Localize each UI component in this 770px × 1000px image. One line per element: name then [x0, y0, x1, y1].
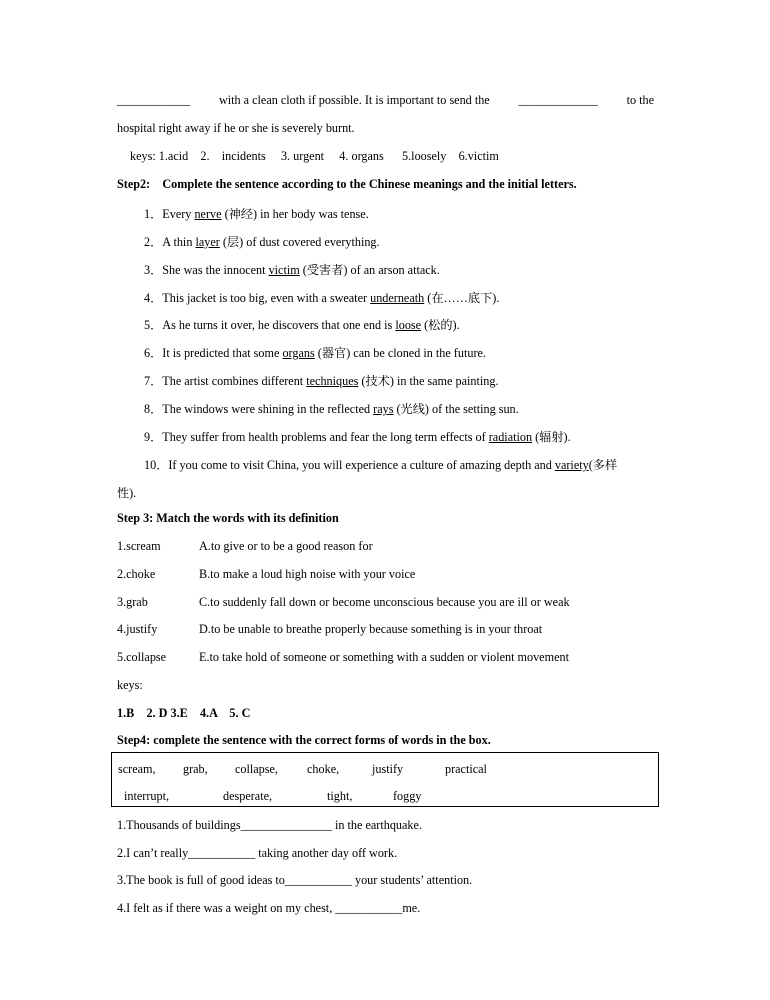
box-word: justify	[372, 762, 404, 776]
answer-word: loose	[395, 318, 422, 332]
box-word: tight,	[327, 789, 353, 803]
step2-heading: Step2: Complete the sentence according to the Chinese meanings and the initial letters.	[117, 177, 577, 191]
answer-word: underneath	[370, 291, 425, 305]
answer-word: victim	[268, 263, 300, 277]
item-text: (神经) in her body was tense.	[221, 207, 369, 221]
item-text: (松的).	[421, 318, 460, 332]
match-word: 1.scream	[117, 539, 161, 553]
step1-text: with a clean cloth if possible. It is important to send the	[218, 93, 490, 107]
step3-heading: Step 3: Match the words with its definition	[117, 511, 339, 525]
answer-word: radiation	[488, 430, 533, 444]
match-row-1	[117, 539, 677, 554]
item-text: 5．As he turns it over, he discovers that one end is	[144, 318, 396, 332]
answer-word: nerve	[194, 207, 222, 221]
item-text: 7．The artist combines different	[144, 374, 307, 388]
step2-item-1	[144, 205, 369, 222]
match-definition: C.to suddenly fall down or become unconscious because you are ill or weak	[199, 595, 570, 609]
box-word: choke,	[307, 762, 340, 776]
match-row-2	[117, 567, 677, 582]
answer-word: variety	[554, 458, 589, 472]
match-definition: A.to give or to be a good reason for	[199, 539, 373, 553]
box-word: collapse,	[235, 762, 278, 776]
box-word: interrupt,	[124, 789, 170, 803]
item-text: (技术) in the same painting.	[358, 374, 499, 388]
match-row-5	[117, 650, 677, 665]
item-text: (在……底下).	[424, 291, 500, 305]
item-text: 8．The windows were shining in the reflected	[144, 402, 374, 416]
step2-item-10	[144, 456, 617, 473]
item-text: (光线) of the setting sun.	[393, 402, 519, 416]
step1-line-2: hospital right away if he or she is severely burnt.	[117, 121, 355, 135]
step4-sentence-1: 1.Thousands of buildings_______________ in the earthquake.	[117, 818, 422, 832]
step2-item-6	[144, 344, 486, 361]
blank: _____________	[518, 93, 598, 107]
step2-item-8	[144, 400, 519, 417]
step2-item-2	[144, 233, 380, 250]
item-text: 1．Every	[144, 207, 195, 221]
item-text: (受害者) of an arson attack.	[299, 263, 440, 277]
match-word: 3.grab	[117, 595, 148, 609]
step2-item-9	[144, 428, 571, 445]
item-text: 3．She was the innocent	[144, 263, 269, 277]
item-text: (器官) can be cloned in the future.	[314, 346, 486, 360]
match-definition: D.to be unable to breathe properly because something is in your throat	[199, 622, 543, 636]
answer-word: rays	[373, 402, 394, 416]
step4-heading: Step4: complete the sentence with the correct forms of words in the box.	[117, 733, 491, 747]
item-text: 9．They suffer from health problems and fear the long term effects of	[144, 430, 489, 444]
step1-text-end: to the	[626, 93, 654, 107]
item-text: (层) of dust covered everything.	[219, 235, 380, 249]
step3-keys-label: keys:	[117, 678, 143, 692]
step2-item-10-cont: 性).	[117, 486, 137, 500]
item-text: 10．If you come to visit China, you will experience a culture of amazing depth and	[144, 458, 555, 472]
box-word: scream,	[118, 762, 156, 776]
step2-item-5	[144, 316, 460, 333]
box-word: practical	[445, 762, 487, 776]
item-text: 2．A thin	[144, 235, 196, 249]
step4-sentence-4: 4.I felt as if there was a weight on my chest, ___________me.	[117, 901, 421, 915]
match-definition: B.to make a loud high noise with your voice	[199, 567, 416, 581]
item-text: 6．It is predicted that some	[144, 346, 283, 360]
word-box	[111, 752, 659, 807]
match-definition: E.to take hold of someone or something with a sudden or violent movement	[199, 650, 569, 664]
match-word: 4.justify	[117, 622, 158, 636]
match-row-3	[117, 595, 677, 610]
step3-keys: 1.B 2. D 3.E 4.A 5. C	[117, 706, 251, 720]
item-text: (辐射).	[532, 430, 571, 444]
answer-word: layer	[195, 235, 220, 249]
box-word: desperate,	[223, 789, 273, 803]
match-word: 2.choke	[117, 567, 156, 581]
step1-line-1	[117, 93, 654, 108]
item-text: (多样	[588, 458, 618, 472]
answer-word: organs	[282, 346, 315, 360]
box-word: foggy	[393, 789, 422, 803]
box-word: grab,	[183, 762, 208, 776]
item-text: 4．This jacket is too big, even with a sweater	[144, 291, 371, 305]
blank: ____________	[117, 93, 191, 107]
match-row-4	[117, 622, 677, 637]
step4-sentence-3: 3.The book is full of good ideas to___________ your students’ attention.	[117, 873, 473, 887]
step4-sentence-2: 2.I can’t really___________ taking another day off work.	[117, 846, 398, 860]
step2-item-4	[144, 289, 499, 306]
answer-word: techniques	[306, 374, 359, 388]
step2-item-3	[144, 261, 440, 278]
match-word: 5.collapse	[117, 650, 167, 664]
step1-keys: keys: 1.acid 2. incidents 3. urgent 4. organs 5.loosely 6.victim	[130, 149, 499, 163]
step2-item-7	[144, 372, 499, 389]
